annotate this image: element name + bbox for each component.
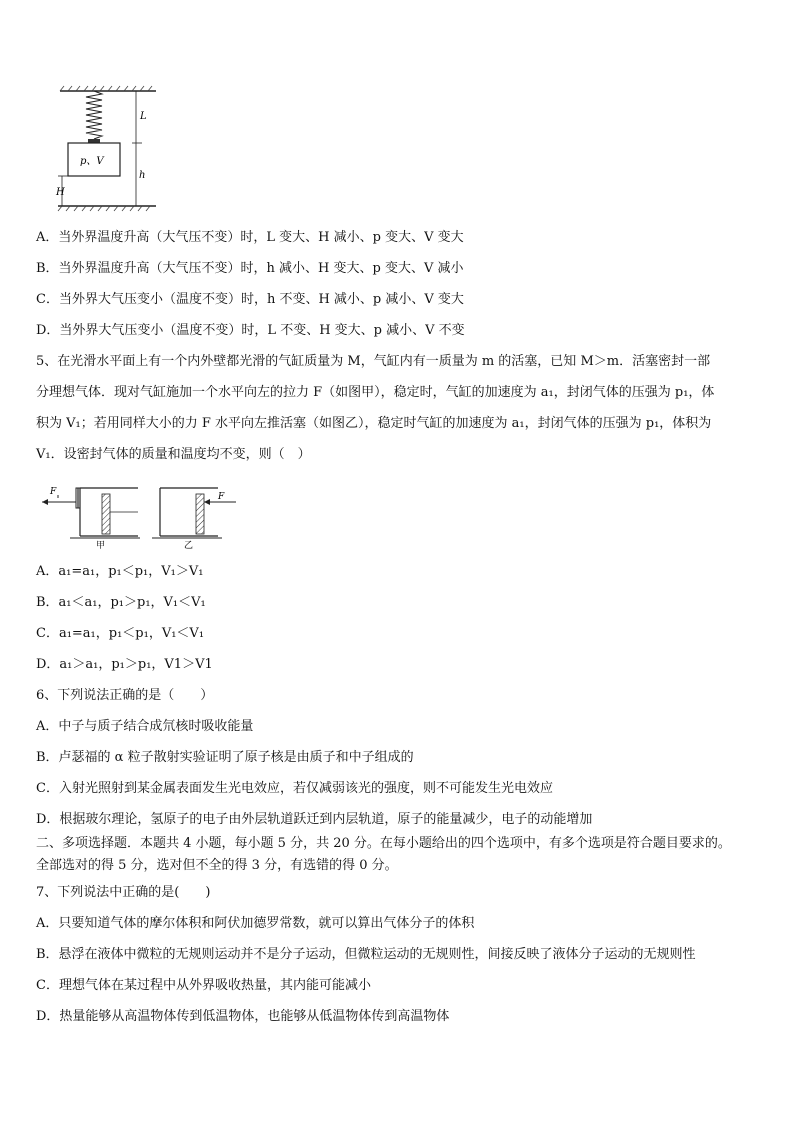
pv-label: p、V — [80, 156, 104, 167]
label-L: L — [140, 111, 147, 122]
q5-option-c: C．a₁=a₁，p₁＜p₁，V₁＜V₁ — [36, 626, 205, 641]
label-H: H — [56, 187, 65, 198]
q6-option-d: D．根据玻尔理论，氢原子的电子由外层轨道跃迁到内层轨道，原子的能量减少，电子的动能增加 — [36, 812, 593, 827]
q6-option-b: B．卢瑟福的 α 粒子散射实验证明了原子核是由质子和中子组成的 — [36, 750, 414, 765]
label-h: h — [139, 170, 146, 181]
q7-option-b: B．悬浮在液体中微粒的无规则运动并不是分子运动，但微粒运动的无规则性，间接反映了液体分子运动的无规则性 — [36, 947, 696, 962]
q5-stem-4: V₁．设密封气体的质量和温度均不变，则（ ） — [36, 447, 311, 462]
cylinders-figure — [40, 480, 240, 551]
fig-yi-F: F — [218, 492, 225, 502]
q5-stem-1: 5、在光滑水平面上有一个内外壁都光滑的气缸质量为 M，气缸内有一质量为 m 的活塞，已知 M＞m．活塞密封一部 — [36, 354, 711, 369]
q7-option-d: D．热量能够从高温物体传到低温物体，也能够从低温物体传到高温物体 — [36, 1009, 450, 1024]
fig-label-jia: 甲 — [96, 541, 106, 551]
fig-label-yi: 乙 — [184, 541, 194, 551]
section2-line-1: 二、多项选择题．本题共 4 小题，每小题 5 分，共 20 分。在每小题给出的四个选项中，有多个选项是符合题目要求的。 — [36, 836, 731, 851]
q7-option-a: A．只要知道气体的摩尔体积和阿伏加德罗常数，就可以算出气体分子的体积 — [36, 916, 475, 931]
q6-stem: 6、下列说法正确的是（ ） — [36, 688, 214, 703]
spring-cylinder-figure — [58, 86, 158, 214]
q4-option-d: D．当外界大气压变小（温度不变）时，L 不变、H 变大、p 减小、V 不变 — [36, 323, 465, 338]
q7-stem: 7、下列说法中正确的是( ) — [36, 885, 211, 900]
q5-option-d: D．a₁＞a₁，p₁＞p₁，V1＞V1 — [36, 657, 213, 672]
q5-option-a: A．a₁=a₁，p₁＜p₁，V₁＞V₁ — [36, 564, 204, 579]
q5-stem-3: 积为 V₁；若用同样大小的力 F 水平向左推活塞（如图乙），稳定时气缸的加速度为 a₁，封闭气体的压强为 p₁，体积为 — [36, 416, 712, 431]
fig-jia-F: F — [50, 487, 57, 497]
q4-option-b: B．当外界温度升高（大气压不变）时，h 减小、H 变大、p 变大、V 减小 — [36, 261, 464, 276]
q5-stem-2: 分理想气体．现对气缸施加一个水平向左的拉力 F（如图甲），稳定时，气缸的加速度为 a₁，封闭气体的压强为 p₁，体 — [36, 385, 715, 400]
q6-option-c: C．入射光照射到某金属表面发生光电效应，若仅减弱该光的强度，则不可能发生光电效应 — [36, 781, 553, 796]
q5-option-b: B．a₁＜a₁，p₁＞p₁，V₁＜V₁ — [36, 595, 206, 610]
q4-option-a: A．当外界温度升高（大气压不变）时，L 变大、H 减小、p 变大、V 变大 — [36, 230, 464, 245]
q6-option-a: A．中子与质子结合成氘核时吸收能量 — [36, 719, 254, 734]
section2-line-2: 全部选对的得 5 分，选对但不全的得 3 分，有选错的得 0 分。 — [36, 858, 398, 873]
q7-option-c: C．理想气体在某过程中从外界吸收热量，其内能可能减小 — [36, 978, 371, 993]
q4-option-c: C．当外界大气压变小（温度不变）时，h 不变、H 减小、p 减小、V 变大 — [36, 292, 464, 307]
